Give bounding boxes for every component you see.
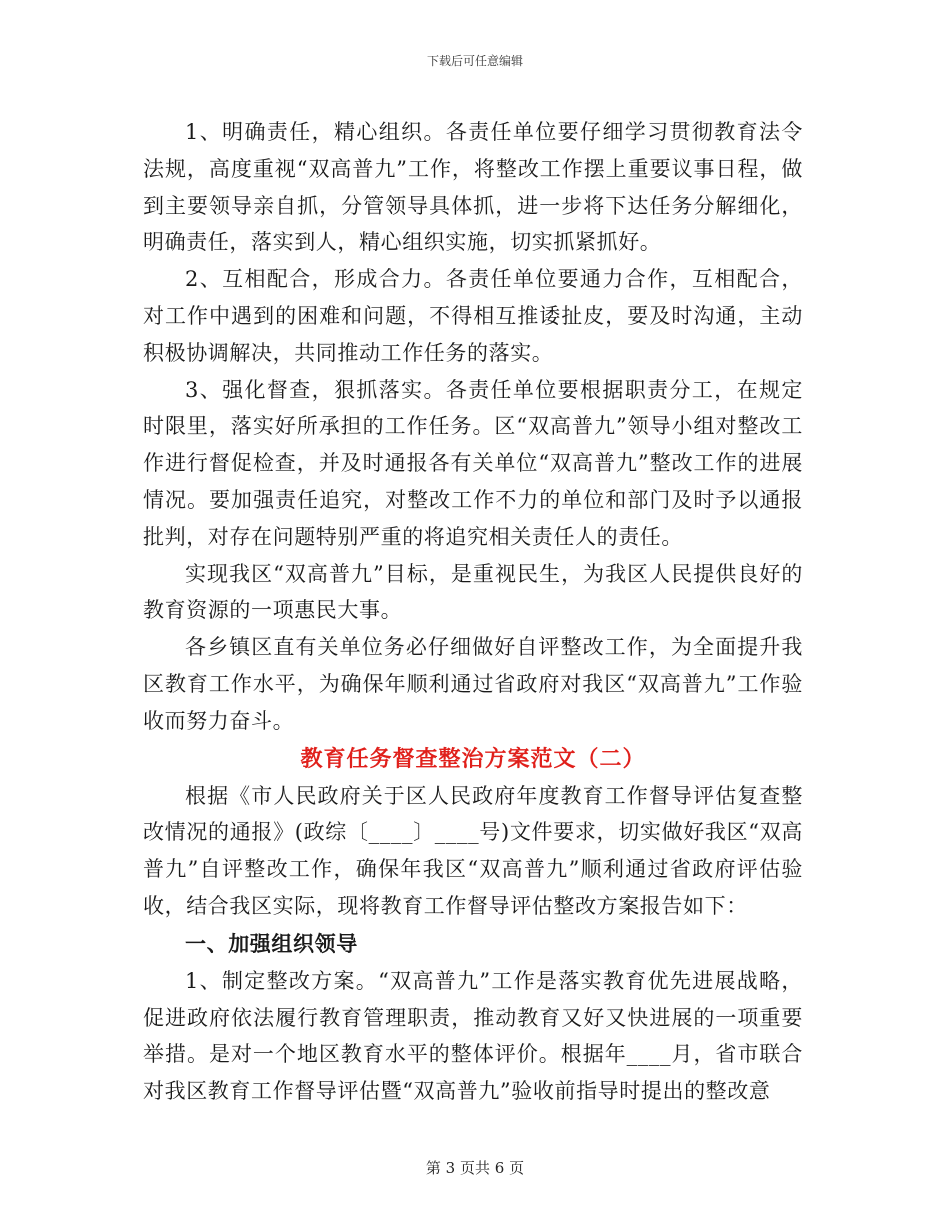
document-body [143,114,803,1110]
page-footer: 第 3 页共 6 页 [425,1159,525,1177]
paragraph-cooperation: 2、互相配合，形成合力。各责任单位要通力合作，互相配合，对工作中遇到的困难和问题，不得相互推诿扯皮，要及时沟通，主动积极协调解决，共同推动工作任务的落实。 [143,267,803,365]
heading-organization-leadership: 一、加强组织领导 [185,930,358,956]
paragraph-supervision: 3、强化督查，狠抓落实。各责任单位要根据职责分工，在规定时限里，落实好所承担的工作任务。区“双高普九”领导小组对整改工作进行督促检查，并及时通报各有关单位“双高普九”整改工作的进展情况。要加强责任追究，对整改工作不力的单位和部门及时予以通报批判，对存在问题特别严重的将追究相关责任人的责任。 [143,377,803,549]
page-header: 下载后可任意编辑 [426,54,523,68]
paragraph-goal: 实现我区“双高普九”目标，是重视民生，为我区人民提供良好的教育资源的一项惠民大事。 [143,561,803,623]
section-title: 教育任务督查整治方案范文（二） [300,745,646,772]
paragraph-intro: 根据《市人民政府关于区人民政府年度教育工作督导评估复查整改情况的通报》(政综〔____〕____号)文件要求，切实做好我区“双高普九”自评整改工作，确保年我区“双高普九”顺利通过省政府评估验收，结合我区实际，现将教育工作督导评估整改方案报告如下： [143,783,803,918]
paragraph-rectification-plan: 1、制定整改方案。“双高普九”工作是落实教育优先进展战略，促进政府依法履行教育管理职责，推动教育又好又快进展的一项重要举措。是对一个地区教育水平的整体评价。根据年____月，省市联合对我区教育工作督导评估暨“双高普九”验收前指导时提出的整改意 [143,968,803,1104]
paragraph-responsibility: 1、明确责任，精心组织。各责任单位要仔细学习贯彻教育法令法规，高度重视“双高普九”工作，将整改工作摆上重要议事日程，做到主要领导亲自抓，分管领导具体抓，进一步将下达任务分解细化，明确责任，落实到人，精心组织实施，切实抓紧抓好。 [143,120,803,255]
paragraph-closing: 各乡镇区直有关单位务必仔细做好自评整改工作，为全面提升我区教育工作水平，为确保年顺利通过省政府对我区“双高普九”工作验收而努力奋斗。 [143,635,803,733]
